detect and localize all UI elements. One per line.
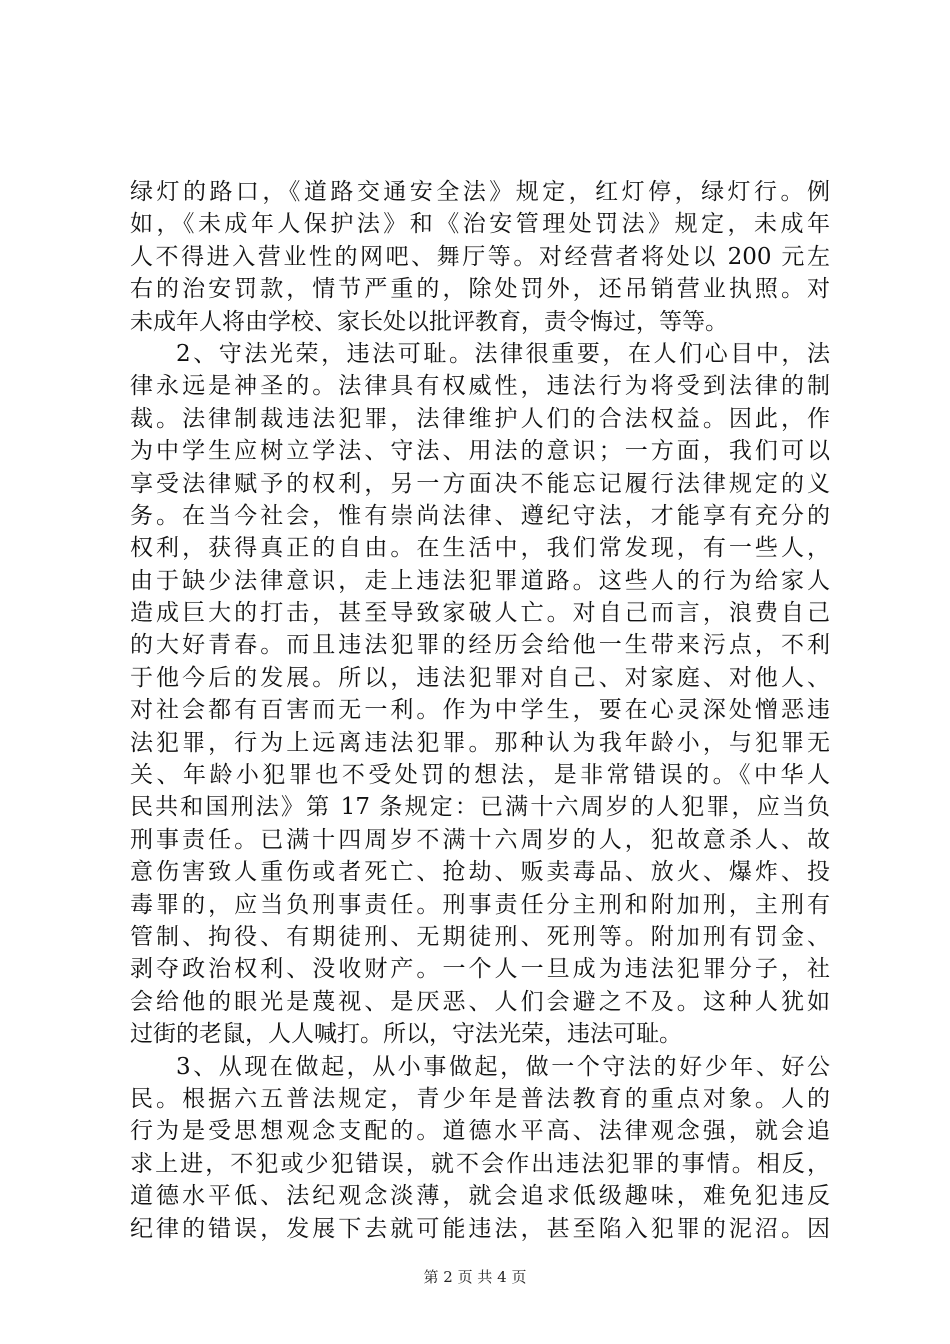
page-number-footer: 第 2 页 共 4 页	[423, 1268, 527, 1286]
text-line: 为中学生应树立学法、守法、用法的意识；一方面，我们可以	[130, 438, 830, 465]
paragraph-1	[130, 176, 830, 338]
text-line: 2、守法光荣，违法可耻。法律很重要，在人们心目中，法	[176, 340, 830, 367]
text-line: 享受法律赋予的权利，另一方面决不能忘记履行法律规定的义	[130, 470, 830, 497]
text-line: 裁。法律制裁违法犯罪，法律维护人们的合法权益。因此，作	[130, 405, 830, 432]
paragraph-3	[130, 1051, 830, 1245]
text-line: 剥夺政治权利、没收财产。一个人一旦成为违法犯罪分子，社	[130, 956, 830, 983]
document-body	[130, 176, 830, 1245]
text-line: 如，《未成年人保护法》和《治安管理处罚法》规定，未成年	[130, 211, 830, 238]
text-line: 律永远是神圣的。法律具有权威性，违法行为将受到法律的制	[130, 373, 830, 400]
text-line: 务。在当今社会，惟有崇尚法律、遵纪守法，才能享有充分的	[130, 502, 830, 529]
text-line: 意伤害致人重伤或者死亡、抢劫、贩卖毒品、放火、爆炸、投	[130, 859, 830, 886]
text-line: 道德水平低、法纪观念淡薄，就会追求低级趣味，难免犯违反	[130, 1183, 830, 1210]
text-line: 纪律的错误，发展下去就可能违法，甚至陷入犯罪的泥沼。因	[130, 1215, 830, 1242]
text-line: 造成巨大的打击，甚至导致家破人亡。对自己而言，浪费自己	[130, 600, 830, 627]
text-line: 刑事责任。已满十四周岁不满十六周岁的人，犯故意杀人、故	[130, 826, 830, 853]
text-line: 于他今后的发展。所以，违法犯罪对自己、对家庭、对他人、	[130, 664, 830, 691]
text-line: 权利，获得真正的自由。在生活中，我们常发现，有一些人，	[130, 535, 830, 562]
text-line: 民共和国刑法》第 17 条规定：已满十六周岁的人犯罪，应当负	[130, 794, 830, 821]
text-line: 未成年人将由学校、家长处以批评教育，责令悔过，等等。	[130, 308, 728, 335]
text-line: 右的治安罚款，情节严重的，除处罚外，还吊销营业执照。对	[130, 276, 830, 303]
text-line: 3、从现在做起，从小事做起，做一个守法的好少年、好公	[176, 1053, 830, 1080]
text-line: 行为是受思想观念支配的。道德水平高、法律观念强，就会追	[130, 1118, 830, 1145]
text-line: 过街的老鼠，人人喊打。所以，守法光荣，违法可耻。	[130, 1021, 682, 1048]
text-line: 民。根据六五普法规定，青少年是普法教育的重点对象。人的	[130, 1085, 830, 1112]
paragraph-2	[130, 338, 830, 1051]
text-line: 人不得进入营业性的网吧、舞厅等。对经营者将处以 200 元左	[130, 243, 830, 270]
text-line: 的大好青春。而且违法犯罪的经历会给他一生带来污点，不利	[130, 632, 830, 659]
text-line: 由于缺少法律意识，走上违法犯罪道路。这些人的行为给家人	[130, 567, 830, 594]
text-line: 求上进，不犯或少犯错误，就不会作出违法犯罪的事情。相反，	[130, 1150, 830, 1177]
text-line: 关、年龄小犯罪也不受处罚的想法，是非常错误的。《中华人	[130, 762, 830, 789]
text-line: 绿灯的路口，《道路交通安全法》规定，红灯停，绿灯行。例	[130, 179, 830, 205]
text-line: 对社会都有百害而无一利。作为中学生，要在心灵深处憎恶违	[130, 697, 830, 724]
text-line: 法犯罪，行为上远离违法犯罪。那种认为我年龄小，与犯罪无	[130, 729, 830, 756]
text-line: 管制、拘役、有期徒刑、无期徒刑、死刑等。附加刑有罚金、	[130, 923, 830, 950]
text-line: 会给他的眼光是蔑视、是厌恶、人们会避之不及。这种人犹如	[130, 988, 830, 1015]
text-line: 毒罪的，应当负刑事责任。刑事责任分主刑和附加刑，主刑有	[130, 891, 830, 918]
